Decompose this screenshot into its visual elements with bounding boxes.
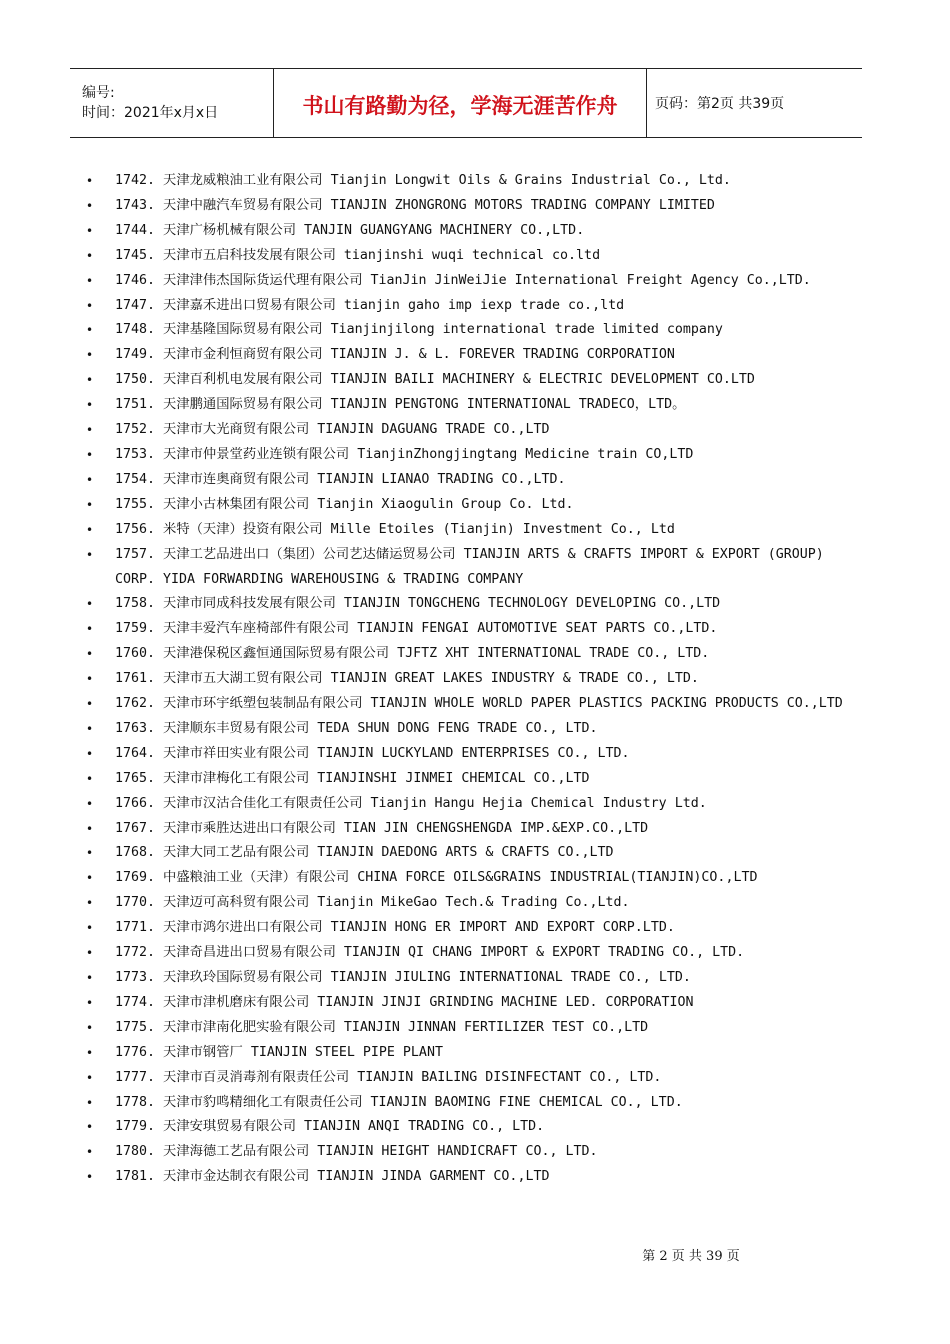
header-motto [273, 69, 647, 137]
list-item-text: 1762. 天津市环宇纸塑包装制品有限公司 TIANJIN WHOLE WORLD PAPER PLASTICS PACKING PRODUCTS CO.,LTD [115, 696, 843, 712]
list-item-text: 1750. 天津百利机电发展有限公司 TIANJIN BAILI MACHINERY & ELECTRIC DEVELOPMENT CO.LTD [115, 372, 755, 388]
bullet-icon: • [86, 323, 94, 338]
list-item-text: 1769. 中盛粮油工业（天津）有限公司 CHINA FORCE OILS&GRAINS INDUSTRIAL(TIANJIN)CO.,LTD [115, 870, 758, 886]
bullet-icon: • [86, 447, 94, 462]
list-item [86, 866, 866, 891]
list-item-text: 1778. 天津市豹鸣精细化工有限责任公司 TIANJIN BAOMING FINE CHEMICAL CO., LTD. [115, 1094, 683, 1110]
bullet-icon: • [86, 373, 94, 388]
list-item [86, 717, 866, 742]
header-meta [70, 69, 273, 137]
list-item-text: 1780. 天津海德工艺品有限公司 TIANJIN HEIGHT HANDICRAFT CO., LTD. [115, 1144, 598, 1160]
list-item [86, 966, 866, 991]
list-item [86, 1016, 866, 1041]
list-item-text: 1751. 天津鹏通国际贸易有限公司 TIANJIN PENGTONG INTERNATIONAL TRADECO，LTD。 [115, 397, 686, 413]
list-item [86, 543, 866, 593]
list-item [86, 294, 866, 319]
list-item [86, 592, 866, 617]
list-item [86, 1091, 866, 1116]
bullet-icon: • [86, 871, 94, 886]
bullet-icon: • [86, 273, 94, 288]
bullet-icon: • [86, 497, 94, 512]
list-item-text: 1747. 天津嘉禾进出口贸易有限公司 tianjin gaho imp iexp trade co.,ltd [115, 297, 625, 313]
list-item-text: 1764. 天津市祥田实业有限公司 TIANJIN LUCKYLAND ENTERPRISES CO., LTD. [115, 745, 630, 761]
bullet-icon: • [86, 896, 94, 911]
list-item [86, 792, 866, 817]
list-item [86, 418, 866, 443]
list-item [86, 941, 866, 966]
document-number-label: 编号: [82, 85, 115, 101]
list-item-text: 1748. 天津基隆国际贸易有限公司 Tianjinjilong international trade limited company [115, 322, 723, 338]
list-item-text: 1742. 天津龙威粮油工业有限公司 Tianjin Longwit Oils & Grains Industrial Co., Ltd. [115, 173, 731, 188]
list-item-text: 1756. 米特（天津）投资有限公司 Mille Etoiles (Tianjin) Investment Co., Ltd [115, 521, 675, 537]
list-item-text: 1776. 天津市钢管厂 TIANJIN STEEL PIPE PLANT [115, 1044, 443, 1060]
bullet-icon: • [86, 223, 94, 238]
list-item-text: 1745. 天津市五启科技发展有限公司 tianjinshi wuqi technical co.ltd [115, 247, 601, 263]
page-header [70, 68, 862, 138]
list-item-text: 1763. 天津顺东丰贸易有限公司 TEDA SHUN DONG FENG TRADE CO., LTD. [115, 720, 598, 736]
company-list [86, 169, 866, 1190]
bullet-icon: • [86, 1170, 94, 1185]
list-item-text: 1743. 天津中融汽车贸易有限公司 TIANJIN ZHONGRONG MOTORS TRADING COMPANY LIMITED [115, 197, 715, 213]
list-item [86, 617, 866, 642]
bullet-icon: • [86, 1070, 94, 1085]
list-item-text: 1768. 天津大同工艺品有限公司 TIANJIN DAEDONG ARTS & CRAFTS CO.,LTD [115, 845, 614, 861]
bullet-icon: • [86, 1095, 94, 1110]
list-item-text: 1746. 天津津伟杰国际货运代理有限公司 TianJin JinWeiJie International Freight Agency Co.,LTD. [115, 272, 811, 288]
list-item [86, 692, 866, 717]
list-item [86, 244, 866, 269]
bullet-icon: • [86, 174, 94, 188]
list-item [86, 891, 866, 916]
list-item [86, 1066, 866, 1091]
bullet-icon: • [86, 672, 94, 687]
list-item [86, 194, 866, 219]
list-item-text: 1775. 天津市津南化肥实验有限公司 TIANJIN JINNAN FERTILIZER TEST CO.,LTD [115, 1019, 649, 1035]
page-footer [0, 1245, 950, 1264]
list-item [86, 1165, 866, 1190]
bullet-icon: • [86, 995, 94, 1010]
bullet-icon: • [86, 597, 94, 612]
list-item-text: 1777. 天津市百灵消毒剂有限责任公司 TIANJIN BAILING DISINFECTANT CO., LTD. [115, 1069, 662, 1085]
list-item [86, 468, 866, 493]
list-item [86, 219, 866, 244]
list-item [86, 916, 866, 941]
list-item-text: 1749. 天津市金利恒商贸有限公司 TIANJIN J. & L. FOREVER TRADING CORPORATION [115, 347, 675, 363]
bullet-icon: • [86, 846, 94, 861]
bullet-icon: • [86, 522, 94, 537]
list-item-text: 1755. 天津小古林集团有限公司 Tianjin Xiaogulin Group Co. Ltd. [115, 496, 574, 512]
list-item [86, 169, 866, 194]
list-item-text: 1758. 天津市同成科技发展有限公司 TIANJIN TONGCHENG TECHNOLOGY DEVELOPING CO.,LTD [115, 596, 721, 612]
list-item [86, 493, 866, 518]
list-item-text: 1766. 天津市汉沽合佳化工有限责任公司 Tianjin Hangu Hejia Chemical Industry Ltd. [115, 795, 707, 811]
footer-page-number: 第 2 页 共 39 页 [642, 1249, 740, 1264]
list-item-text: 1757. 天津工艺品进出口（集团）公司艺达储运贸易公司 TIANJIN ARTS & CRAFTS IMPORT & EXPORT (GROUP) CORP. YIDA FORWARDING WAREHOUSING & TRADING COMPANY [115, 546, 832, 587]
bullet-icon: • [86, 796, 94, 811]
bullet-icon: • [86, 1145, 94, 1160]
bullet-icon: • [86, 622, 94, 637]
list-item [86, 318, 866, 343]
list-item [86, 841, 866, 866]
bullet-icon: • [86, 746, 94, 761]
list-item-text: 1779. 天津安琪贸易有限公司 TIANJIN ANQI TRADING CO., LTD. [115, 1119, 545, 1135]
bullet-icon: • [86, 946, 94, 961]
list-item-text: 1765. 天津市津梅化工有限公司 TIANJINSHI JINMEI CHEMICAL CO.,LTD [115, 770, 590, 786]
list-item [86, 518, 866, 543]
list-item [86, 269, 866, 294]
bullet-icon: • [86, 348, 94, 363]
list-item [86, 1140, 866, 1165]
list-item [86, 393, 866, 418]
bullet-icon: • [86, 298, 94, 313]
bullet-icon: • [86, 248, 94, 263]
list-item [86, 368, 866, 393]
list-item-text: 1767. 天津市乘胜达进出口有限公司 TIAN JIN CHENGSHENGDA IMP.&EXP.CO.,LTD [115, 820, 649, 836]
bullet-icon: • [86, 398, 94, 413]
list-item [86, 1041, 866, 1066]
bullet-icon: • [86, 721, 94, 736]
list-item-text: 1774. 天津市津机磨床有限公司 TIANJIN JINJI GRINDING MACHINE LED. CORPORATION [115, 994, 694, 1010]
list-item-text: 1771. 天津市鸿尔进出口有限公司 TIANJIN HONG ER IMPORT AND EXPORT CORP.LTD. [115, 920, 675, 936]
bullet-icon: • [86, 921, 94, 936]
bullet-icon: • [86, 423, 94, 438]
bullet-icon: • [86, 472, 94, 487]
list-item-text: 1770. 天津迈可高科贸有限公司 Tianjin MikeGao Tech.& Trading Co.,Ltd. [115, 895, 630, 911]
list-item [86, 1115, 866, 1140]
page-info-text: 页码：第2页 共39页 [655, 96, 785, 112]
list-item-text: 1781. 天津市金达制衣有限公司 TIANJIN JINDA GARMENT CO.,LTD [115, 1169, 550, 1185]
bullet-icon: • [86, 547, 94, 562]
list-item [86, 642, 866, 667]
bullet-icon: • [86, 971, 94, 985]
motto-text: 书山有路勤为径，学海无涯苦作舟 [302, 94, 618, 118]
list-item-text: 1754. 天津市连奥商贸有限公司 TIANJIN LIANAO TRADING CO.,LTD. [115, 471, 566, 487]
bullet-icon: • [86, 1045, 94, 1060]
header-page-info [647, 69, 862, 137]
bullet-icon: • [86, 697, 94, 712]
list-item [86, 667, 866, 692]
bullet-icon: • [86, 1120, 94, 1135]
list-item-text: 1760. 天津港保税区鑫恒通国际贸易有限公司 TJFTZ XHT INTERNATIONAL TRADE CO., LTD. [115, 646, 710, 662]
list-item [86, 817, 866, 842]
list-item-text: 1772. 天津奇昌进出口贸易有限公司 TIANJIN QI CHANG IMPORT & EXPORT TRADING CO., LTD. [115, 945, 745, 961]
list-item [86, 991, 866, 1016]
list-item [86, 767, 866, 792]
list-item [86, 343, 866, 368]
list-item-text: 1744. 天津广杨机械有限公司 TANJIN GUANGYANG MACHINERY CO.,LTD. [115, 222, 585, 238]
list-item-text: 1753. 天津市仲景堂药业连锁有限公司 TianjinZhongjingtang Medicine train CO,LTD [115, 446, 694, 462]
bullet-icon: • [86, 198, 94, 213]
list-item [86, 742, 866, 767]
list-item-text: 1773. 天津玖玲国际贸易有限公司 TIANJIN JIULING INTERNATIONAL TRADE CO., LTD. [115, 970, 691, 985]
document-date: 时间：2021年x月x日 [82, 105, 219, 121]
bullet-icon: • [86, 821, 94, 836]
bullet-icon: • [86, 647, 94, 662]
list-item-text: 1752. 天津市大光商贸有限公司 TIANJIN DAGUANG TRADE CO.,LTD [115, 422, 550, 438]
list-item-text: 1759. 天津丰爱汽车座椅部件有限公司 TIANJIN FENGAI AUTOMOTIVE SEAT PARTS CO.,LTD. [115, 621, 718, 637]
bullet-icon: • [86, 1020, 94, 1035]
list-item-text: 1761. 天津市五大湖工贸有限公司 TIANJIN GREAT LAKES INDUSTRY & TRADE CO., LTD. [115, 671, 699, 687]
bullet-icon: • [86, 771, 94, 786]
list-item [86, 443, 866, 468]
